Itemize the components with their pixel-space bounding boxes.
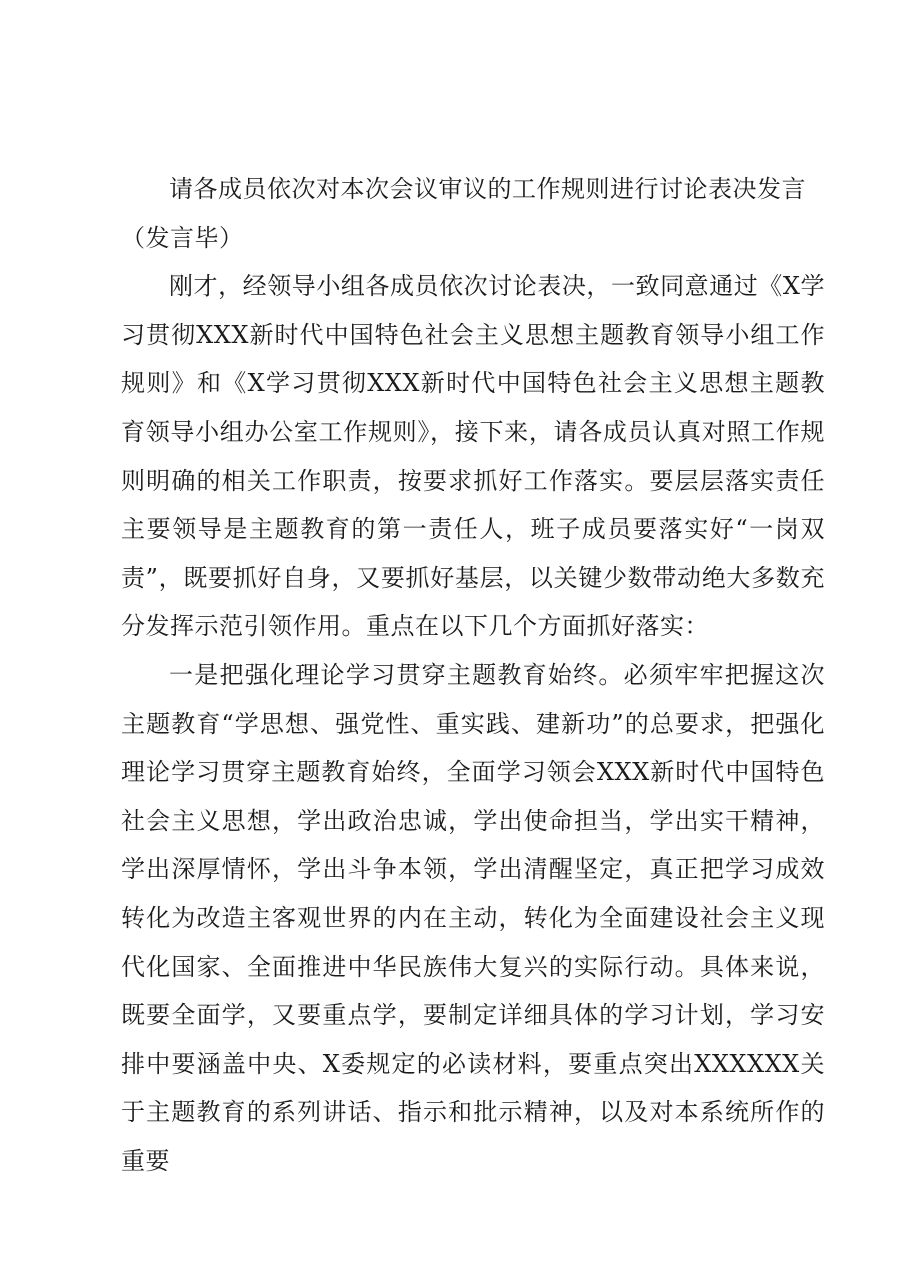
paragraph-rules-adopted: 刚才，经领导小组各成员依次讨论表决，一致同意通过《X学习贯彻XXX新时代中国特色社会主义思想主题教育领导小组工作规则》和《X学习贯彻XXX新时代中国特色社会主义思想主题教育领导小组办公室工作规则》，接下来，请各成员认真对照工作规则明确的相关工作职责，按要求抓好工作落实。要层层落实责任主要领导是主题教育的第一责任人，班子成员要落实好“一岗双责”，既要抓好自身，又要抓好基层，以关键少数带动绝大多数充分发挥示范引领作用。重点在以下几个方面抓好落实：: [121, 272, 825, 641]
paragraph-theory-study: 一是把强化理论学习贯穿主题教育始终。必须牢牢把握这次主题教育“学思想、强党性、重实践、建新功”的总要求，把强化理论学习贯穿主题教育始终，全面学习领会XXX新时代中国特色社会主义思想，学出政治忠诚，学出使命担当，学出实干精神，学出深厚情怀，学出斗争本领，学出清醒坚定，真正把学习成效转化为改造主客观世界的内在主动，转化为全面建设社会主义现代化国家、全面推进中华民族伟大复兴的实际行动。具体来说，既要全面学，又要重点学，要制定详细具体的学习计划，学习安排中要涵盖中央、X委规定的必读材料，要重点突出XXXXXX关于主题教育的系列讲话、指示和批示精神，以及对本系统所作的重要: [121, 660, 825, 1175]
paragraph-speech-call: 请各成员依次对本次会议审议的工作规则进行讨论表决发言 （发言毕）: [121, 175, 806, 252]
document-body: [121, 165, 825, 1185]
